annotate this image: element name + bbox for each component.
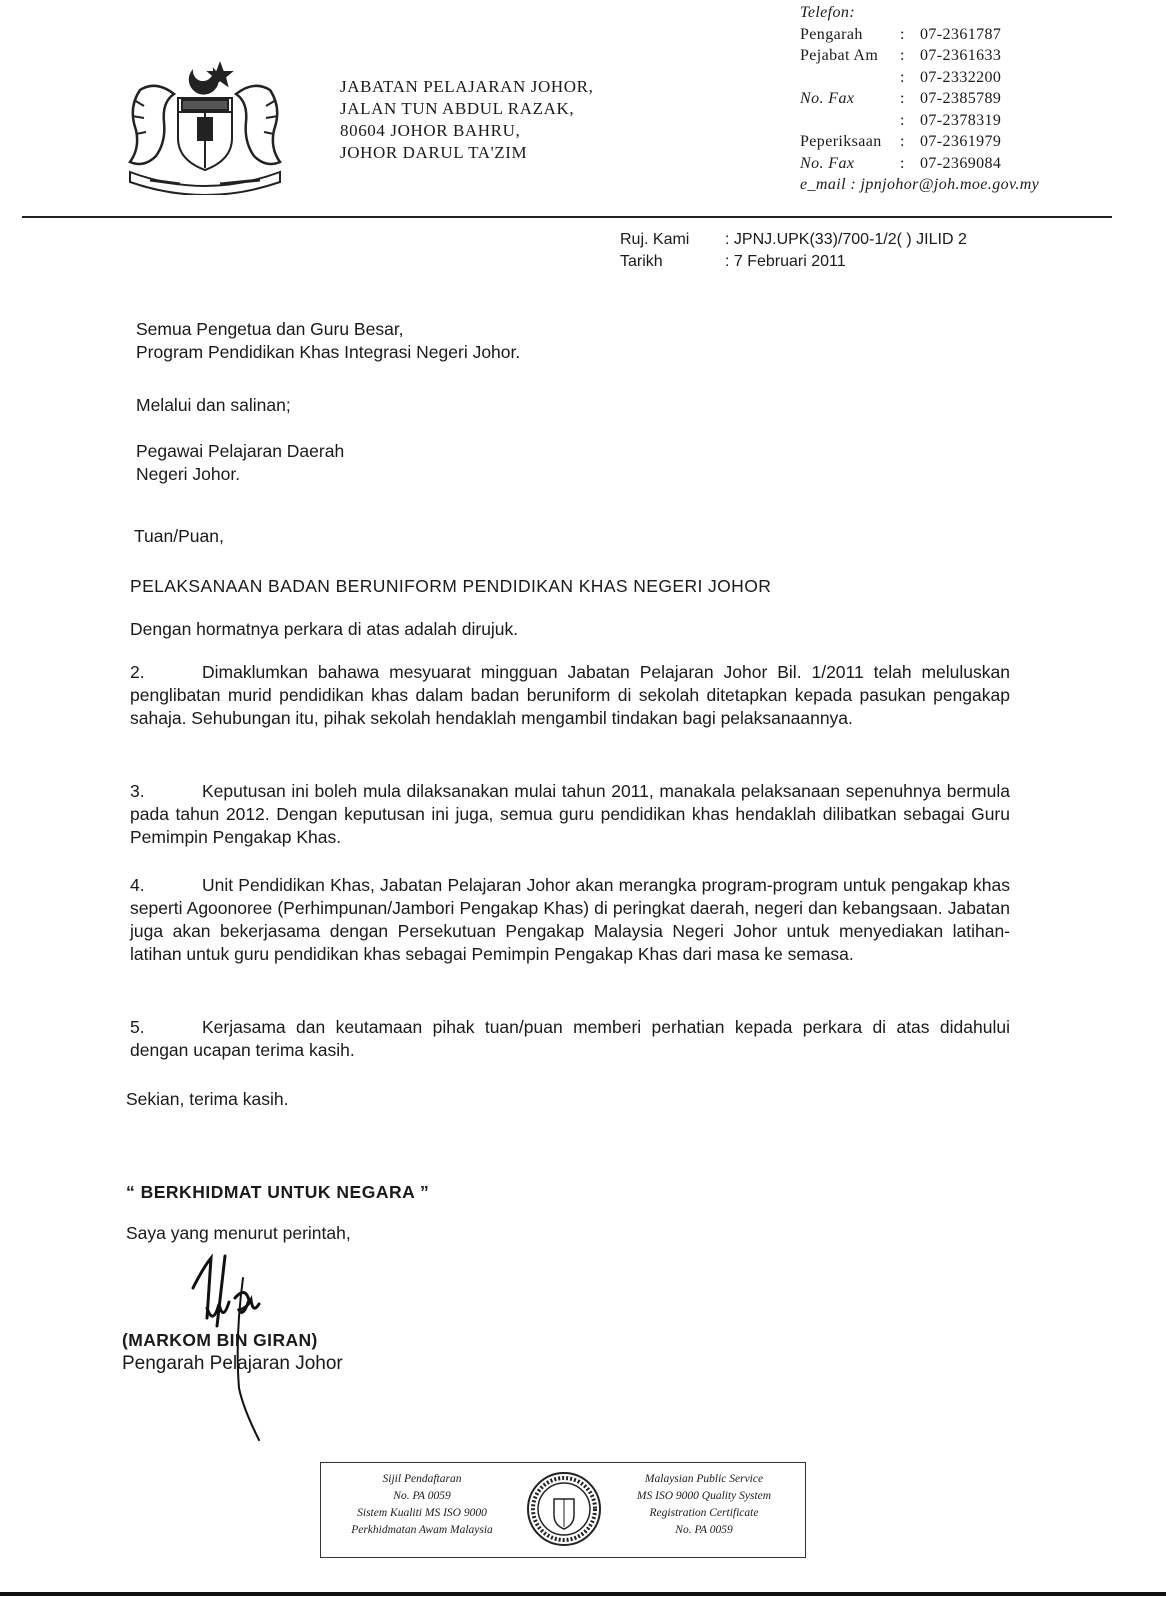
contact-value: 07-2361633 [920,47,1002,64]
reference-block [620,229,967,273]
contact-label [800,110,900,132]
signatory-name: (MARKOM BIN GIRAN) [122,1330,318,1350]
paragraph-text: Kerjasama dan keutamaan pihak tuan/puan memberi perhatian kepada perkara di atas didahului dengan ucapan terima kasih. [130,1017,1010,1060]
contact-row: No. Fax : 07-2385789 [800,88,1039,110]
paragraph [130,874,1010,966]
letterhead-divider [22,216,1112,218]
salutation: Tuan/Puan, [134,526,224,546]
contact-value: 07-2385789 [920,90,1002,107]
contact-row: No. Fax : 07-2369084 [800,153,1039,175]
motto: “ BERKHIDMAT UNTUK NEGARA ” [126,1182,430,1202]
paragraph-number: 5. [130,1017,145,1037]
closing-line: Sekian, terima kasih. [126,1089,289,1109]
recipient-line: Pegawai Pelajaran Daerah [136,441,345,461]
contact-label: No. Fax [800,154,855,172]
iso-certificate-box [320,1462,806,1558]
address-line: 80604 JOHOR BAHRU, [340,121,521,140]
copy-recipient-block [136,440,344,486]
email-address: e_mail : jpnjohor@joh.moe.gov.my [800,176,1040,193]
recipient-line: Program Pendidikan Khas Integrasi Negeri Johor. [136,342,521,362]
contact-value: 07-2361787 [920,25,1002,43]
contact-value: 07-2369084 [920,154,1002,172]
address-line: JALAN TUN ABDUL RAZAK, [340,99,575,118]
contact-row [800,2,1039,24]
contact-value: 07-2332200 [920,68,1002,86]
contact-label [800,67,900,89]
contact-row: Pengarah : 07-2361787 [800,24,1039,46]
contact-value: 07-2361979 [920,133,1002,150]
address-line: JABATAN PELAJARAN JOHOR, [340,77,594,96]
paragraph [130,780,1010,849]
contact-row: : 07-2332200 [800,67,1039,89]
coat-of-arms-logo [120,60,290,195]
contact-row: : 07-2378319 [800,110,1039,132]
paragraph-text: Keputusan ini boleh mula dilaksanakan mulai tahun 2011, manakala pelaksanaan sepenuhnya bermula pada tahun 2012. Dengan keputusan ini juga, semua guru pendidikan khas hendaklah dilibatkan sebagai Guru Pemimpin Pengakap Khas. [130,781,1010,847]
date-value: : 7 Februari 2011 [725,253,846,270]
certificate-text-english: Malaysian Public Service MS ISO 9000 Quality System Registration Certificate No. PA 0059 [636,1473,772,1536]
certificate-text-malay: Sijil Pendaftaran No. PA 0059 Sistem Kualiti MS ISO 9000 Perkhidmatan Awam Malaysia [351,1473,493,1536]
department-address [340,76,593,164]
paragraph [130,661,1010,730]
address-line: JOHOR DARUL TA'ZIM [340,143,528,162]
paragraph-number: 4. [130,875,145,895]
paragraph-number: 3. [130,781,145,801]
recipient-line: Semua Pengetua dan Guru Besar, [136,319,404,339]
opening-line: Dengan hormatnya perkara di atas adalah dirujuk. [130,619,519,639]
through-line: Melalui dan salinan; [136,395,291,415]
recipient-line: Negeri Johor. [136,464,241,484]
contact-label: Pejabat Am [800,47,879,64]
paragraph [130,1016,1010,1062]
date-label: Tarikh [620,253,663,270]
paragraph-text: Unit Pendidikan Khas, Jabatan Pelajaran Johor akan merangka program-program untuk pengakap khas seperti Agoonoree (Perhimpunan/Jambori Pengakap Khas) di peringkat daerah, negeri dan kebangsaan. Jabatan juga akan bekerjasama dengan Persekutuan Pengakap Malaysia Negeri Johor untuk menyediakan latihan-latihan untuk guru pendidikan khas sebagai Pemimpin Pengakap Khas dari masa ke semasa. [130,875,1010,964]
contact-label: Pengarah [800,25,863,43]
signatory-title: Pengarah Pelajaran Johor [122,1353,343,1374]
ref-value: : JPNJ.UPK(33)/700-1/2( ) JILID 2 [725,231,967,248]
contact-numbers [800,2,1039,196]
paragraph-text: Dimaklumkan bahawa mesyuarat mingguan Jabatan Pelajaran Johor Bil. 1/2011 telah meluluskan penglibatan murid pendidikan khas dalam badan beruniform di sekolah ditetapkan kepada pasukan pengakap sahaja. Sehubungan itu, pihak sekolah hendaklah mengambil tindakan bagi pelaksanaannya. [130,662,1010,728]
contact-row: Pejabat Am : 07-2361633 [800,45,1039,67]
contact-label: Telefon: [800,4,856,21]
sign-intro: Saya yang menurut perintah, [126,1223,351,1243]
paragraph-number: 2. [130,662,145,682]
ref-label: Ruj. Kami [620,231,690,248]
contact-label: No. Fax [800,90,855,107]
page-bottom-border [0,1592,1166,1596]
letter-subject: PELAKSANAAN BADAN BERUNIFORM PENDIDIKAN KHAS NEGERI JOHOR [130,576,772,596]
contact-label: Peperiksaan [800,133,882,150]
contact-row: Peperiksaan : 07-2361979 [800,131,1039,153]
contact-value: 07-2378319 [920,111,1002,129]
recipient-block [136,318,520,364]
certification-seal-icon [526,1471,602,1547]
